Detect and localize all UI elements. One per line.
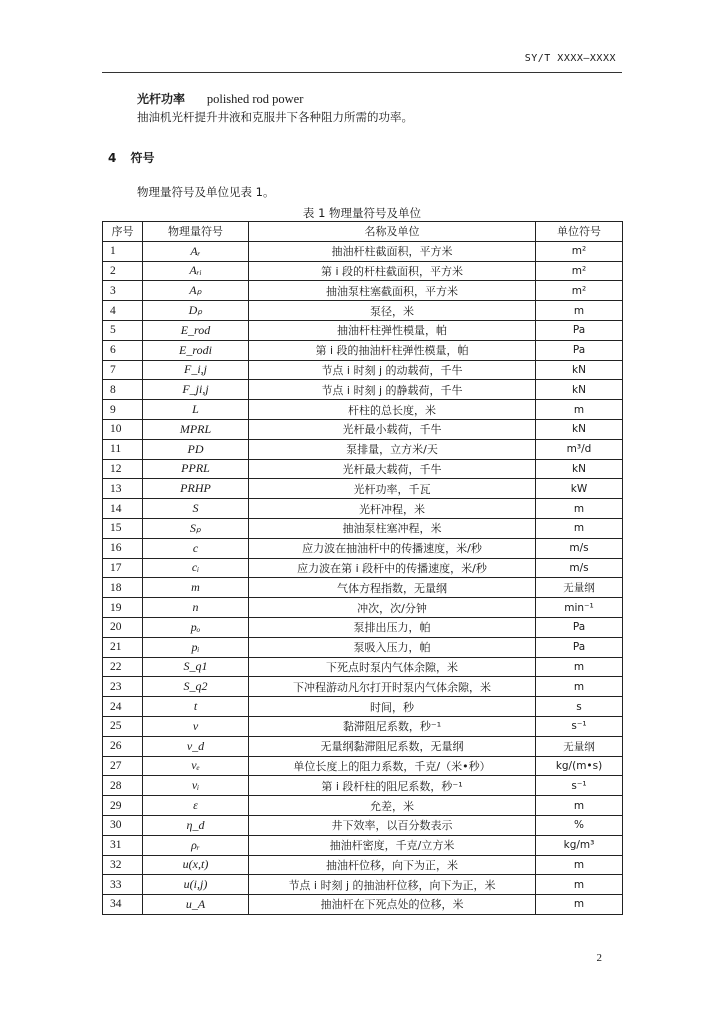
table-row — [103, 459, 623, 479]
row-unit: m — [536, 875, 623, 895]
row-number: 14 — [103, 499, 143, 519]
row-symbol: t — [143, 697, 249, 717]
table-header-row — [103, 222, 623, 242]
row-symbol: PPRL — [143, 459, 249, 479]
row-symbol: S_q1 — [143, 657, 249, 677]
table-row — [103, 400, 623, 420]
row-number: 20 — [103, 617, 143, 637]
row-unit: s — [536, 697, 623, 717]
row-unit: s⁻¹ — [536, 716, 623, 736]
row-number: 19 — [103, 598, 143, 618]
table-row — [103, 439, 623, 459]
row-number: 28 — [103, 776, 143, 796]
row-name: 光杆最大载荷，千牛 — [249, 459, 536, 479]
row-number: 23 — [103, 677, 143, 697]
row-number: 31 — [103, 835, 143, 855]
table-row — [103, 241, 623, 261]
row-symbol: Sₚ — [143, 518, 249, 538]
row-name: 抽油杆位移，向下为正，米 — [249, 855, 536, 875]
row-number: 25 — [103, 716, 143, 736]
table-row — [103, 380, 623, 400]
row-unit: kN — [536, 380, 623, 400]
row-unit: % — [536, 815, 623, 835]
row-name: 下死点时泵内气体余隙，米 — [249, 657, 536, 677]
row-number: 3 — [103, 281, 143, 301]
row-name: 应力波在第 i 段杆中的传播速度，米/秒 — [249, 558, 536, 578]
row-name: 第 i 段的杆柱截面积，平方米 — [249, 261, 536, 281]
table-row — [103, 895, 623, 915]
table-row — [103, 598, 623, 618]
table-row — [103, 776, 623, 796]
row-symbol: S — [143, 499, 249, 519]
row-number: 32 — [103, 855, 143, 875]
term-definition: 抽油机光杆提升井液和克服井下各种阻力所需的功率。 — [137, 110, 413, 124]
row-unit: m — [536, 301, 623, 321]
row-unit: kN — [536, 360, 623, 380]
section-heading — [108, 149, 155, 166]
row-name: 泵排出压力，帕 — [249, 617, 536, 637]
row-unit: m³/d — [536, 439, 623, 459]
row-unit: m — [536, 796, 623, 816]
table-row — [103, 677, 623, 697]
row-number: 34 — [103, 895, 143, 915]
row-unit: m² — [536, 261, 623, 281]
row-number: 17 — [103, 558, 143, 578]
table-row — [103, 558, 623, 578]
table-row — [103, 736, 623, 756]
table-row — [103, 479, 623, 499]
table-row — [103, 835, 623, 855]
row-symbol: ε — [143, 796, 249, 816]
row-unit: m² — [536, 281, 623, 301]
row-name: 时间，秒 — [249, 697, 536, 717]
table-row — [103, 697, 623, 717]
row-unit: kg/(m•s) — [536, 756, 623, 776]
table-row — [103, 637, 623, 657]
row-name: 光杆冲程，米 — [249, 499, 536, 519]
row-symbol: m — [143, 578, 249, 598]
row-number: 2 — [103, 261, 143, 281]
row-name: 泵排量，立方米/天 — [249, 439, 536, 459]
table-row — [103, 875, 623, 895]
row-symbol: η_d — [143, 815, 249, 835]
row-symbol: S_q2 — [143, 677, 249, 697]
row-unit: Pa — [536, 320, 623, 340]
row-name: 井下效率，以百分数表示 — [249, 815, 536, 835]
row-unit: m/s — [536, 558, 623, 578]
row-unit: s⁻¹ — [536, 776, 623, 796]
row-symbol: vₑ — [143, 756, 249, 776]
row-unit: Pa — [536, 617, 623, 637]
section-title: 符号 — [130, 151, 155, 165]
row-symbol: v — [143, 716, 249, 736]
row-unit: kg/m³ — [536, 835, 623, 855]
row-name: 抽油杆在下死点处的位移，米 — [249, 895, 536, 915]
section-number: 4 — [108, 151, 117, 165]
row-number: 5 — [103, 320, 143, 340]
table-row — [103, 419, 623, 439]
row-name: 第 i 段的抽油杆柱弹性模量，帕 — [249, 340, 536, 360]
row-number: 21 — [103, 637, 143, 657]
row-symbol: PD — [143, 439, 249, 459]
row-name: 抽油杆密度，千克/立方米 — [249, 835, 536, 855]
row-symbol: Aₚ — [143, 281, 249, 301]
row-number: 13 — [103, 479, 143, 499]
table-row — [103, 360, 623, 380]
term-entry — [137, 90, 303, 107]
row-number: 22 — [103, 657, 143, 677]
table-row — [103, 538, 623, 558]
row-unit: m/s — [536, 538, 623, 558]
table-caption: 表 1 物理量符号及单位 — [302, 206, 422, 220]
row-number: 11 — [103, 439, 143, 459]
row-symbol: F_ji,j — [143, 380, 249, 400]
row-unit: kN — [536, 459, 623, 479]
row-symbol: PRHP — [143, 479, 249, 499]
row-unit: kW — [536, 479, 623, 499]
row-unit: m — [536, 895, 623, 915]
header-name: 名称及单位 — [249, 222, 536, 242]
row-number: 12 — [103, 459, 143, 479]
row-symbol: ρᵣ — [143, 835, 249, 855]
row-number: 6 — [103, 340, 143, 360]
row-name: 泵径，米 — [249, 301, 536, 321]
intro-paragraph: 物理量符号及单位见表 1。 — [137, 185, 275, 199]
table-row — [103, 499, 623, 519]
row-unit: m — [536, 657, 623, 677]
row-symbol: MPRL — [143, 419, 249, 439]
row-unit: min⁻¹ — [536, 598, 623, 618]
row-symbol: Dₚ — [143, 301, 249, 321]
table-row — [103, 320, 623, 340]
row-symbol: n — [143, 598, 249, 618]
row-symbol: u(i,j) — [143, 875, 249, 895]
row-symbol: pₒ — [143, 617, 249, 637]
header-unit: 单位符号 — [536, 222, 623, 242]
row-number: 1 — [103, 241, 143, 261]
table-row — [103, 281, 623, 301]
row-symbol: u_A — [143, 895, 249, 915]
row-unit: Pa — [536, 637, 623, 657]
row-symbol: Aᵣᵢ — [143, 261, 249, 281]
row-symbol: pᵢ — [143, 637, 249, 657]
row-name: 第 i 段杆柱的阻尼系数，秒⁻¹ — [249, 776, 536, 796]
row-unit: m² — [536, 241, 623, 261]
page-number: 2 — [596, 952, 602, 964]
standard-code: SY/T XXXX—XXXX — [524, 53, 616, 64]
row-symbol: u(x,t) — [143, 855, 249, 875]
row-symbol: cᵢ — [143, 558, 249, 578]
symbols-table — [102, 221, 623, 915]
row-number: 26 — [103, 736, 143, 756]
row-name: 气体方程指数，无量纲 — [249, 578, 536, 598]
table-row — [103, 855, 623, 875]
row-unit: m — [536, 855, 623, 875]
row-name: 光杆功率，千瓦 — [249, 479, 536, 499]
row-name: 泵吸入压力，帕 — [249, 637, 536, 657]
row-name: 下冲程游动凡尔打开时泵内气体余隙，米 — [249, 677, 536, 697]
row-name: 允差，米 — [249, 796, 536, 816]
row-symbol: vᵢ — [143, 776, 249, 796]
row-name: 抽油杆柱截面积，平方米 — [249, 241, 536, 261]
table-row — [103, 340, 623, 360]
row-number: 9 — [103, 400, 143, 420]
table-row — [103, 617, 623, 637]
table-row — [103, 756, 623, 776]
row-number: 15 — [103, 518, 143, 538]
row-unit: m — [536, 499, 623, 519]
table-row — [103, 657, 623, 677]
row-number: 16 — [103, 538, 143, 558]
row-number: 4 — [103, 301, 143, 321]
row-unit: 无量纲 — [536, 578, 623, 598]
row-symbol: v_d — [143, 736, 249, 756]
row-symbol: c — [143, 538, 249, 558]
row-number: 7 — [103, 360, 143, 380]
row-number: 8 — [103, 380, 143, 400]
row-name: 应力波在抽油杆中的传播速度，米/秒 — [249, 538, 536, 558]
row-unit: m — [536, 518, 623, 538]
row-symbol: L — [143, 400, 249, 420]
row-unit: Pa — [536, 340, 623, 360]
table-row — [103, 518, 623, 538]
row-number: 27 — [103, 756, 143, 776]
row-name: 节点 i 时刻 j 的抽油杆位移，向下为正，米 — [249, 875, 536, 895]
term-chinese: 光杆功率 — [137, 92, 186, 106]
header-no: 序号 — [103, 222, 143, 242]
row-name: 杆柱的总长度，米 — [249, 400, 536, 420]
row-name: 抽油泵柱塞截面积，平方米 — [249, 281, 536, 301]
row-name: 节点 i 时刻 j 的静载荷，千牛 — [249, 380, 536, 400]
row-name: 冲次，次/分钟 — [249, 598, 536, 618]
table-row — [103, 796, 623, 816]
row-unit: kN — [536, 419, 623, 439]
row-unit: m — [536, 677, 623, 697]
row-number: 18 — [103, 578, 143, 598]
table-row — [103, 815, 623, 835]
row-symbol: E_rod — [143, 320, 249, 340]
table-row — [103, 578, 623, 598]
row-number: 29 — [103, 796, 143, 816]
row-symbol: Aᵣ — [143, 241, 249, 261]
row-name: 节点 i 时刻 j 的动载荷，千牛 — [249, 360, 536, 380]
row-name: 抽油泵柱塞冲程，米 — [249, 518, 536, 538]
table-row — [103, 261, 623, 281]
row-name: 单位长度上的阻力系数，千克/（米•秒） — [249, 756, 536, 776]
row-number: 33 — [103, 875, 143, 895]
row-name: 无量纲黏滞阻尼系数，无量纲 — [249, 736, 536, 756]
row-name: 黏滞阻尼系数，秒⁻¹ — [249, 716, 536, 736]
row-symbol: E_rodi — [143, 340, 249, 360]
row-unit: m — [536, 400, 623, 420]
row-name: 抽油杆柱弹性模量，帕 — [249, 320, 536, 340]
table-row — [103, 301, 623, 321]
header-rule — [102, 72, 622, 73]
table-row — [103, 716, 623, 736]
row-number: 30 — [103, 815, 143, 835]
row-symbol: F_i,j — [143, 360, 249, 380]
term-english: polished rod power — [206, 92, 304, 106]
row-number: 10 — [103, 419, 143, 439]
row-name: 光杆最小载荷，千牛 — [249, 419, 536, 439]
header-symbol: 物理量符号 — [143, 222, 249, 242]
row-unit: 无量纲 — [536, 736, 623, 756]
row-number: 24 — [103, 697, 143, 717]
